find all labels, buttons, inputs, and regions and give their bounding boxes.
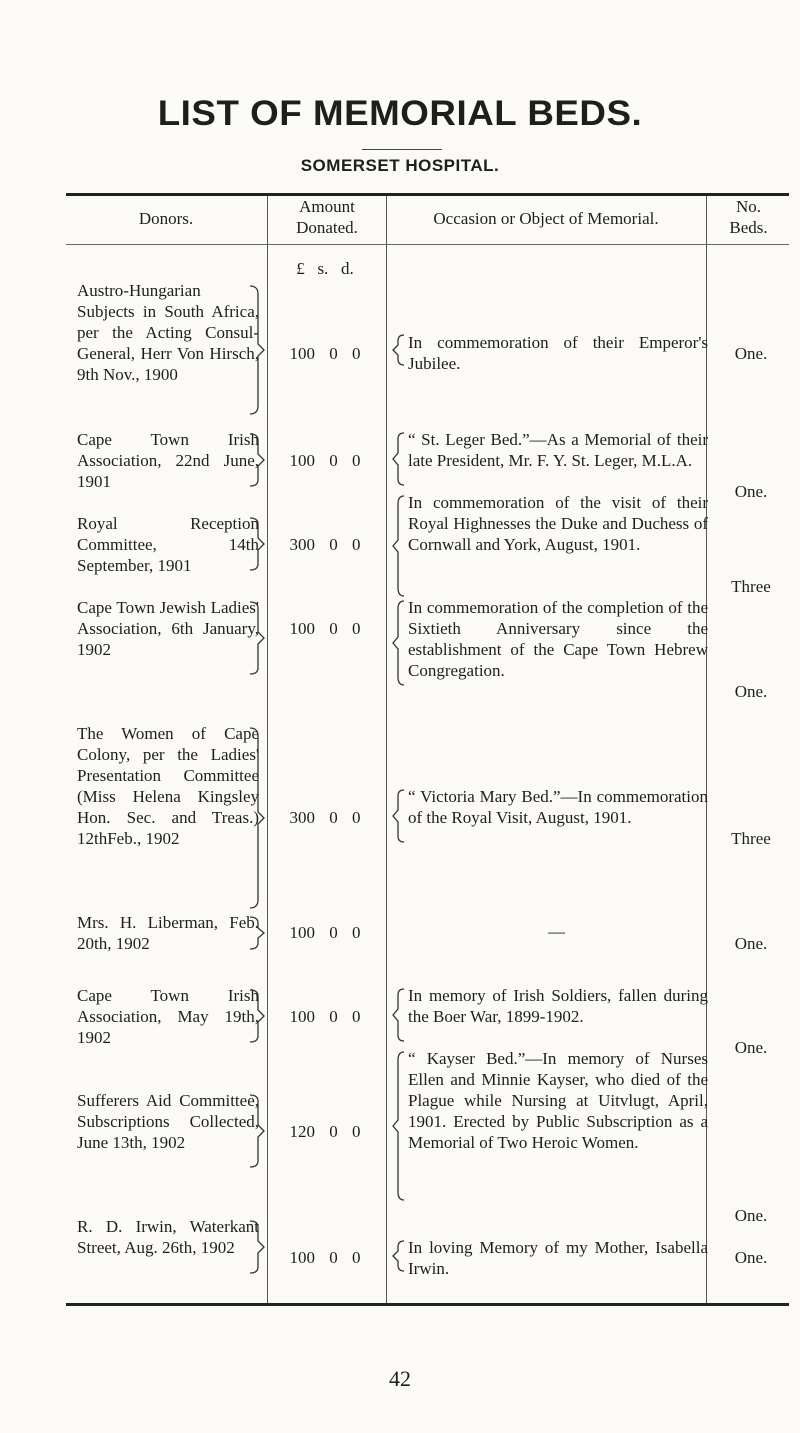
- donor-cell: Cape Town Jewish Ladies' Association, 6th January, 1902: [77, 598, 259, 659]
- occasion-cell: In loving Memory of my Mother, Isabella Irwin.: [408, 1238, 708, 1278]
- donor-cell: The Women of Cape Colony, per the Ladies' Presentation Committee (Miss Helena Kingsley Hon. Sec. and Treas.) 12thFeb., 1902: [77, 724, 259, 848]
- donor-braces: [250, 286, 264, 1273]
- amount-cell: 100 0 0: [289, 451, 361, 470]
- occasion-cell: “ Kayser Bed.”—In memory of Nurses Ellen and Minnie Kayser, who died of the Plague while Nursing at Uitvlugt, April, 1901. Erected by Public Subscription as a Memorial of Two Heroic Women.: [408, 1049, 708, 1152]
- amount-cell: 100 0 0: [289, 1007, 361, 1026]
- beds-cell: One.: [734, 1206, 768, 1225]
- donor-cell: Mrs. H. Liberman, Feb. 20th, 1902: [77, 913, 259, 953]
- occasion-cell: In commemoration of the visit of their Royal Highnesses the Duke and Duchess of Cornwall and York, August, 1901.: [408, 493, 708, 554]
- amount-cell: 100 0 0: [289, 923, 361, 942]
- header-occasion: Occasion or Object of Memorial.: [433, 209, 659, 228]
- amount-cell: 100 0 0: [289, 344, 361, 363]
- occasion-cell: In commemoration of the completion of the Sixtieth Anniversary since the establishment of the Cape Town Hebrew Congregation.: [408, 598, 708, 680]
- occasion-cell: “ St. Leger Bed.”—As a Memorial of their late President, Mr. F. Y. St. Leger, M.L.A.: [408, 430, 708, 470]
- beds-cell: One.: [734, 682, 768, 701]
- amount-cell: 100 0 0: [289, 1248, 361, 1267]
- beds-cell: One.: [734, 344, 768, 363]
- beds-cell: One.: [734, 482, 768, 501]
- occasion-cell: In memory of Irish Soldiers, fallen during the Boer War, 1899-1902.: [408, 986, 708, 1026]
- beds-cell: One.: [734, 1248, 768, 1267]
- occasion-cell: In commemoration of their Emperor's Jubilee.: [408, 333, 708, 373]
- header-donors: Donors.: [138, 209, 194, 228]
- occasion-cell: —: [548, 922, 565, 941]
- page-subtitle: SOMERSET HOSPITAL.: [300, 156, 500, 175]
- donor-cell: Cape Town Irish Association, 22nd June, 1901: [77, 430, 259, 491]
- amount-cell: 300 0 0: [289, 535, 361, 554]
- page-title: LIST OF MEMORIAL BEDS.: [157, 94, 643, 133]
- donor-cell: Sufferers Aid Committee, Subscriptions Collected, June 13th, 1902: [77, 1091, 259, 1152]
- donor-cell: R. D. Irwin, Waterkant Street, Aug. 26th, 1902: [77, 1217, 259, 1257]
- occasion-cell: “ Victoria Mary Bed.”—In commemoration of the Royal Visit, August, 1901.: [408, 787, 708, 827]
- page-number: 42: [389, 1366, 411, 1391]
- beds-cell: Three: [731, 577, 771, 596]
- header-amount: Amount Donated.: [296, 197, 358, 237]
- beds-cell: One.: [734, 1038, 768, 1057]
- currency-units: £ s. d.: [296, 259, 354, 278]
- amount-cell: 100 0 0: [289, 619, 361, 638]
- occasion-braces: [393, 335, 404, 1271]
- header-beds: No. Beds.: [729, 197, 768, 237]
- donor-cell: Cape Town Irish Association, May 19th, 1902: [77, 986, 259, 1047]
- amount-cell: 120 0 0: [289, 1122, 361, 1141]
- donor-cell: Austro-Hungarian Subjects in South Africa, per the Acting Consul-General, Herr Von Hirsch, 9th Nov., 1900: [77, 281, 259, 384]
- donor-cell: Royal Reception Committee, 14th September, 1901: [77, 514, 259, 575]
- amount-cell: 300 0 0: [289, 808, 361, 827]
- beds-cell: Three: [731, 829, 771, 848]
- beds-cell: One.: [734, 934, 768, 953]
